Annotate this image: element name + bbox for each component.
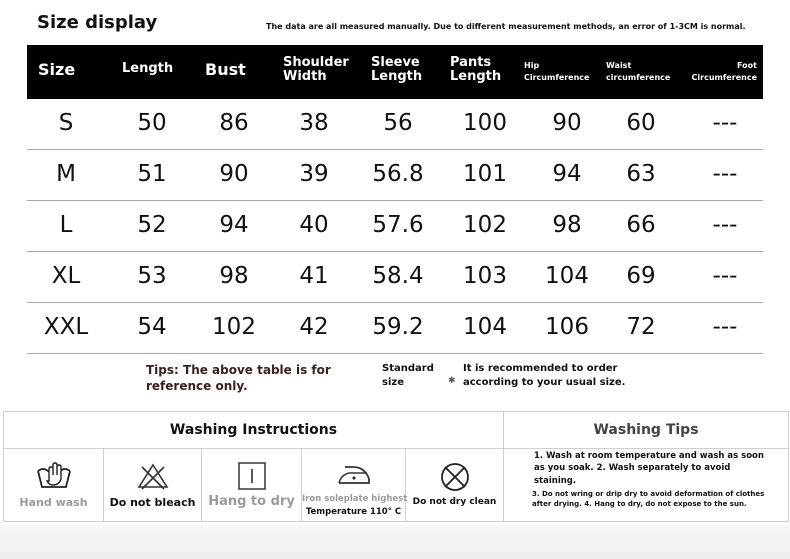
no-bleach-icon — [136, 461, 170, 491]
cell-length: 54 — [137, 314, 167, 340]
label-hand-wash: Hand wash — [19, 496, 88, 509]
cell-hip: 90 — [552, 110, 582, 136]
header-foot-circumference: Foot Circumference — [691, 61, 757, 82]
washing-instructions-title: Washing Instructions — [4, 412, 504, 449]
no-dry-clean-icon — [439, 461, 471, 493]
size-table — [27, 45, 763, 354]
table-header — [27, 45, 763, 99]
cell-shoulder: 41 — [299, 263, 329, 289]
cell-sleeve: 56.8 — [372, 161, 424, 187]
table-row — [27, 99, 763, 150]
cell-pants: 100 — [463, 110, 507, 136]
cell-bust: 94 — [219, 212, 249, 238]
header-sleeve-length: Sleeve Length — [371, 55, 423, 85]
page-title: Size display — [37, 12, 158, 33]
care-iron — [302, 449, 406, 521]
care-hang-dry — [202, 449, 302, 521]
cell-foot: --- — [712, 110, 738, 136]
cell-bust: 98 — [219, 263, 249, 289]
cell-hip: 98 — [552, 212, 582, 238]
cell-sleeve: 59.2 — [372, 314, 424, 340]
table-row — [27, 201, 763, 252]
hand-wash-icon — [35, 461, 73, 491]
cell-waist: 60 — [626, 110, 656, 136]
cell-length: 53 — [137, 263, 167, 289]
bullet-icon: ✱ — [448, 376, 456, 386]
table-row — [27, 150, 763, 201]
table-row — [27, 252, 763, 303]
cell-hip: 104 — [545, 263, 589, 289]
washing-tips-text — [534, 450, 774, 509]
cell-size: XXL — [43, 314, 89, 340]
cell-sleeve: 58.4 — [372, 263, 424, 289]
washing-tips-text-1: 1. Wash at room temperature and wash as soon as you soak. 2. Wash separately to avoid staining. — [534, 451, 764, 486]
iron-icon — [335, 461, 373, 489]
cell-length: 52 — [137, 212, 167, 238]
cell-waist: 72 — [626, 314, 656, 340]
measurement-note: The data are all measured manually. Due to different measurement methods, an error of 1-3CM is normal. — [266, 22, 746, 31]
cell-foot: --- — [712, 212, 738, 238]
cell-foot: --- — [712, 161, 738, 187]
cell-length: 50 — [137, 110, 167, 136]
header-length: Length — [122, 61, 174, 76]
cell-size: L — [59, 212, 73, 238]
hang-dry-icon — [236, 461, 268, 491]
care-no-dry-clean — [406, 449, 504, 521]
cell-foot: --- — [712, 314, 738, 340]
cell-pants: 103 — [463, 263, 507, 289]
label-hang-dry: Hang to dry — [208, 494, 295, 509]
cell-bust: 90 — [219, 161, 249, 187]
cell-size: M — [56, 161, 76, 187]
cell-shoulder: 39 — [299, 161, 329, 187]
header-hip-circumference: Hip Circumference — [524, 61, 590, 82]
cell-sleeve: 57.6 — [372, 212, 424, 238]
label-iron: Iron soleplate highest Temperature 110° C — [302, 494, 408, 518]
cell-hip: 106 — [545, 314, 589, 340]
care-no-bleach — [104, 449, 202, 521]
cell-pants: 104 — [463, 314, 507, 340]
header-bust: Bust — [205, 60, 246, 79]
table-row — [27, 303, 763, 354]
cell-shoulder: 40 — [299, 212, 329, 238]
cell-shoulder: 38 — [299, 110, 329, 136]
washing-tips-title: Washing Tips — [504, 412, 788, 449]
washing-panel — [3, 411, 789, 522]
bottom-band — [0, 525, 790, 559]
cell-length: 51 — [137, 161, 167, 187]
cell-foot: --- — [712, 263, 738, 289]
label-no-dry-clean: Do not dry clean — [412, 497, 497, 507]
washing-tips-text-2: 3. Do not wring or drip dry to avoid deformation of clothes after drying. 4. Hang to dry, do not expose to the sun. — [532, 489, 765, 509]
label-no-bleach: Do not bleach — [109, 496, 196, 509]
cell-shoulder: 42 — [299, 314, 329, 340]
cell-size: XL — [51, 263, 81, 289]
care-hand-wash — [4, 449, 104, 521]
header-shoulder-width: Shoulder Width — [283, 55, 349, 85]
cell-pants: 102 — [463, 212, 507, 238]
tips-recommendation: It is recommended to order according to your usual size. — [463, 363, 626, 388]
cell-pants: 101 — [463, 161, 507, 187]
cell-bust: 102 — [212, 314, 256, 340]
tips-reference: Tips: The above table is for reference only. — [146, 363, 331, 394]
cell-hip: 94 — [552, 161, 582, 187]
cell-bust: 86 — [219, 110, 249, 136]
cell-waist: 66 — [626, 212, 656, 238]
header-size: Size — [38, 60, 76, 79]
header-waist-circumference: Waist circumference — [606, 61, 671, 82]
cell-size: S — [58, 110, 74, 136]
tips-standard-size: Standard size — [382, 363, 434, 388]
cell-waist: 63 — [626, 161, 656, 187]
cell-sleeve: 56 — [383, 110, 413, 136]
cell-waist: 69 — [626, 263, 656, 289]
header-pants-length: Pants Length — [450, 55, 502, 85]
